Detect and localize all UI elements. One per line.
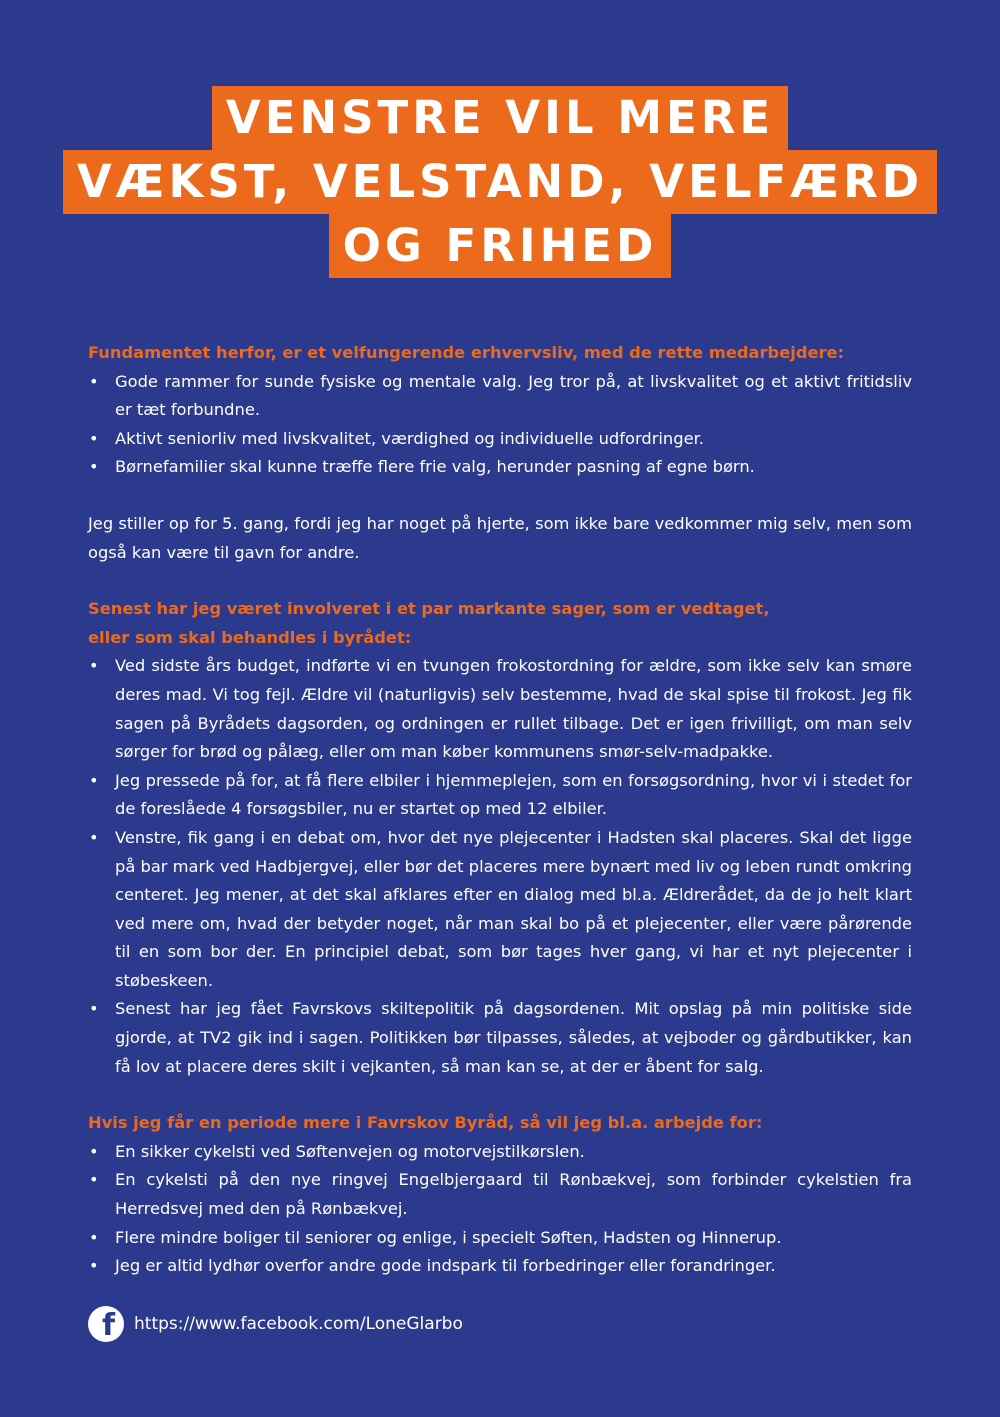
list-item: • Senest har jeg fået Favrskovs skiltepolitik på dagsordenen. Mit opslag på min politiske side gjorde, at TV2 gik ind i sagen. Politikken bør tilpasses, således, at vejboder og gårdbutikker, kan få lov at placere deres skilt i vejkanten, så man kan se, at der er åbent for salg.: [88, 995, 912, 1081]
section-heading-cases-line-1: Senest har jeg været involveret i et par markante sager, som er vedtaget,: [88, 599, 770, 619]
list-item: • Gode rammer for sunde fysiske og mentale valg. Jeg tror på, at livskvalitet og et aktivt fritidsliv er tæt forbundne.: [88, 368, 912, 425]
list-item: • En cykelsti på den nye ringvej Engelbjergaard til Rønbækvej, som forbinder cykelstien fra Herredsvej med den på Rønbækvej.: [88, 1166, 912, 1223]
title-line-3: OG FRIHED: [329, 214, 672, 278]
list-item: • Aktivt seniorliv med livskvalitet, værdighed og individuelle udfordringer.: [88, 425, 912, 454]
title-line-1: VENSTRE VIL MERE: [212, 86, 788, 150]
fundament-list: [88, 368, 912, 482]
section-heading-goals: Hvis jeg får en periode mere i Favrskov Byråd, så vil jeg bl.a. arbejde for:: [88, 1113, 763, 1133]
title-line-2: VÆKST, VELSTAND, VELFÆRD: [63, 150, 937, 214]
list-item: • Jeg er altid lydhør overfor andre gode indspark til forbedringer eller forandringer.: [88, 1252, 912, 1281]
list-item: • En sikker cykelsti ved Søftenvejen og motorvejstilkørslen.: [88, 1138, 912, 1167]
intro-paragraph: Jeg stiller op for 5. gang, fordi jeg har noget på hjerte, som ikke bare vedkommer mig selv, men som også kan være til gavn for andre.: [88, 513, 912, 562]
page-title: [0, 86, 1000, 278]
cases-list: [88, 652, 912, 1081]
goals-list: [88, 1138, 912, 1281]
list-item: • Børnefamilier skal kunne træffe flere frie valg, herunder pasning af egne børn.: [88, 453, 912, 482]
list-item: • Venstre, fik gang i en debat om, hvor det nye plejecenter i Hadsten skal placeres. Skal det ligge på bar mark ved Hadbjergvej, eller bør det placeres mere bynært med liv og leben rundt omkring centeret. Jeg mener, at det skal afklares efter en dialog med bl.a. Ældrerådet, da de jo helt klart ved mere om, hvad der betyder noget, når man skal bo på et plejecenter, eller være pårørende til en som bor der. En principiel debat, som bør tages hver gang, vi har et nyt plejecenter i støbeskeen.: [88, 824, 912, 996]
facebook-link-row[interactable]: [88, 1306, 463, 1342]
list-item: • Flere mindre boliger til seniorer og enlige, i specielt Søften, Hadsten og Hinnerup.: [88, 1224, 912, 1253]
list-item: • Jeg pressede på for, at få flere elbiler i hjemmeplejen, som en forsøgsordning, hvor vi i stedet for de foreslåede 4 forsøgsbiler, nu er startet op med 12 elbiler.: [88, 767, 912, 824]
section-heading-fundament: Fundamentet herfor, er et velfungerende erhvervsliv, med de rette medarbejdere:: [88, 343, 845, 362]
facebook-url-link[interactable]: https://www.facebook.com/LoneGlarbo: [134, 1314, 463, 1334]
facebook-icon-glyph: f: [101, 1308, 116, 1342]
section-heading-cases-line-2: eller som skal behandles i byrådet:: [88, 627, 412, 647]
list-item: • Ved sidste års budget, indførte vi en tvungen frokostordning for ældre, som ikke selv kan smøre deres mad. Vi tog fejl. Ældre vil (naturligvis) selv bestemme, hvad de skal spise til frokost. Jeg fik sagen på Byrådets dagsorden, og ordningen er rullet tilbage. Det er igen frivilligt, om man selv sørger for brød og pålæg, eller om man køber kommunens smør-selv-madpakke.: [88, 652, 912, 766]
facebook-icon[interactable]: [88, 1306, 124, 1342]
main-content: [88, 339, 912, 1281]
